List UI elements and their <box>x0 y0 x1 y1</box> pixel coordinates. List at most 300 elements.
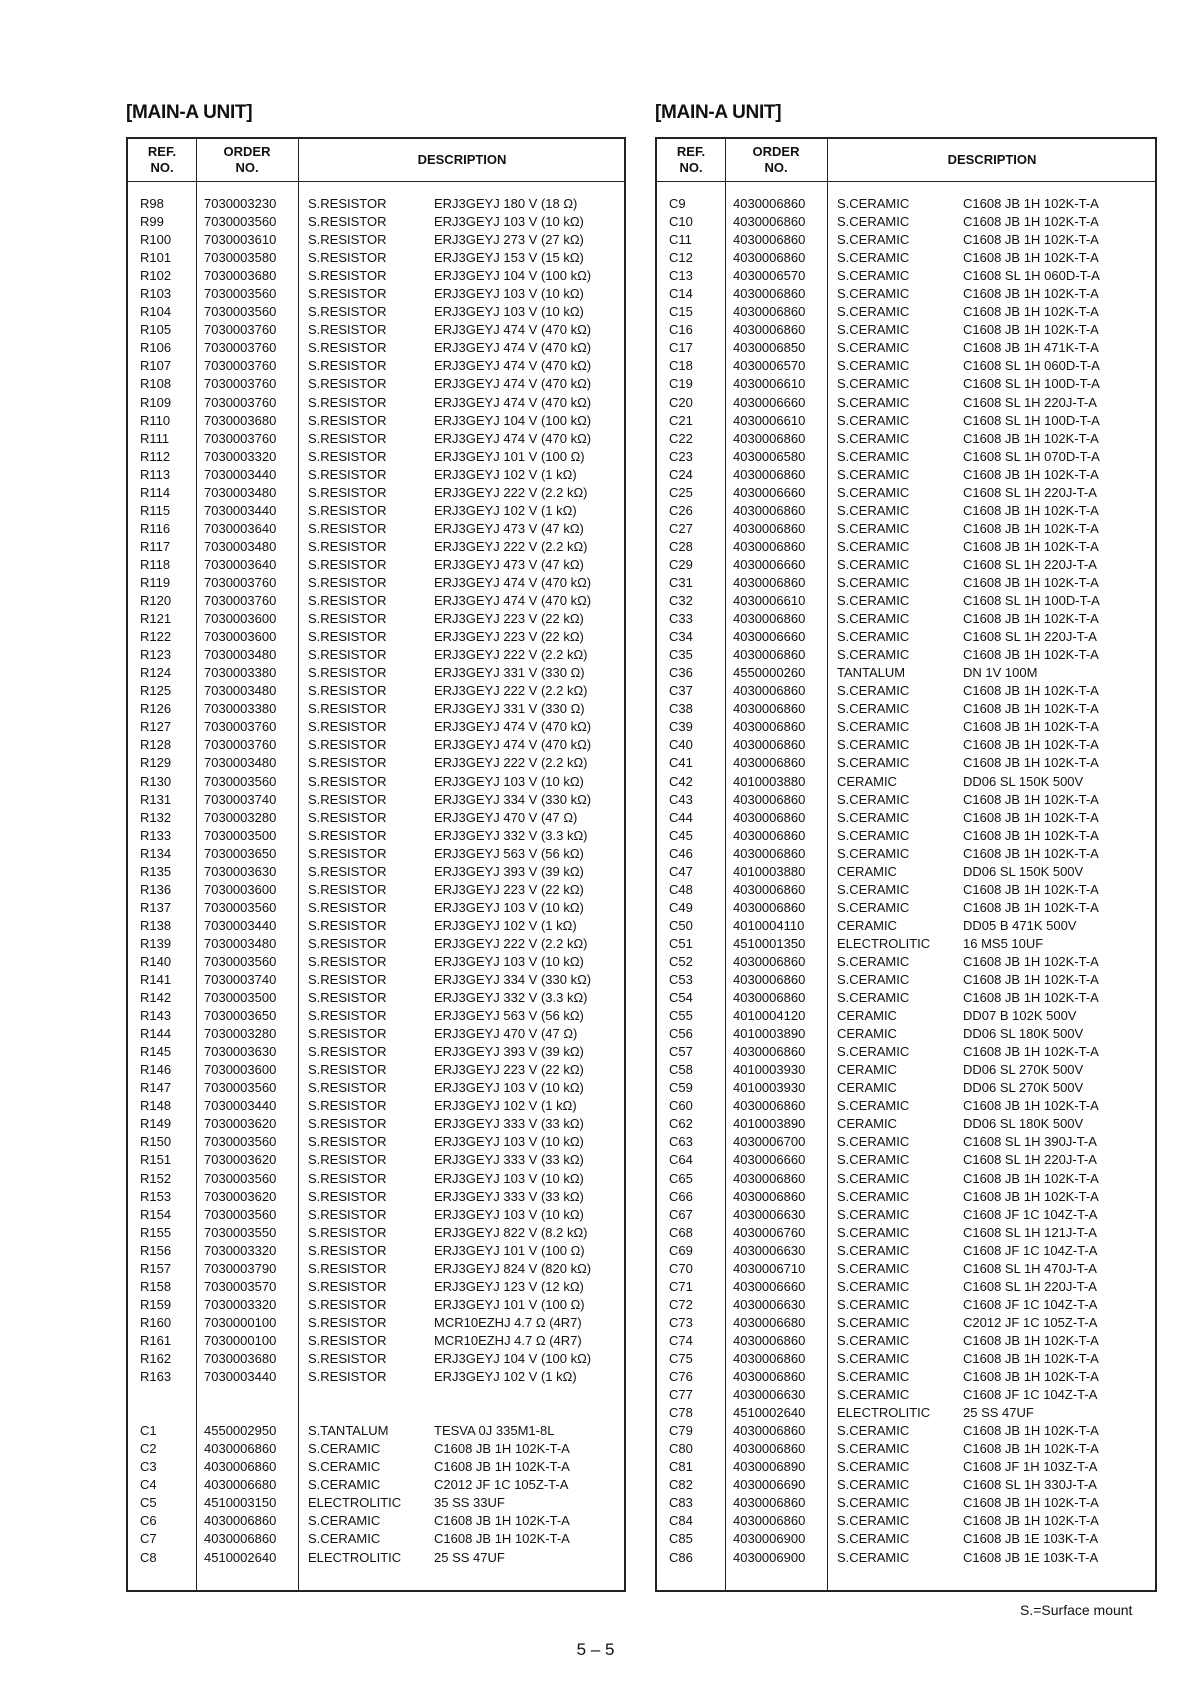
order-no: 4030006610 <box>733 376 806 392</box>
part-type: S.RESISTOR <box>308 250 387 266</box>
order-no: 4030006860 <box>733 809 806 825</box>
part-type: S.RESISTOR <box>308 863 387 879</box>
table-row <box>657 357 1155 375</box>
part-type: S.CERAMIC <box>837 1134 910 1150</box>
order-no: 7030003480 <box>204 484 277 500</box>
part-type: S.CERAMIC <box>837 1170 910 1186</box>
part-spec: ERJ3GEYJ 103 V (10 kΩ) <box>434 214 584 230</box>
table-row <box>128 664 624 682</box>
part-spec: ERJ3GEYJ 223 V (22 kΩ) <box>434 1062 584 1078</box>
part-spec: ERJ3GEYJ 331 V (330 Ω) <box>434 701 585 717</box>
part-type: S.RESISTOR <box>308 1206 387 1222</box>
part-spec: TESVA 0J 335M1-8L <box>434 1423 555 1439</box>
part-spec: C1608 JB 1H 102K-T-A <box>963 809 1099 825</box>
order-no: 7030003600 <box>204 1062 277 1078</box>
order-no: 4030006860 <box>204 1513 277 1529</box>
part-spec: C1608 JB 1H 102K-T-A <box>963 538 1099 554</box>
order-no: 4010003890 <box>733 1116 806 1132</box>
ref-no: C13 <box>669 268 693 284</box>
order-no: 4030006570 <box>733 358 806 374</box>
order-no: 4510001350 <box>733 935 806 951</box>
ref-no: C82 <box>669 1477 693 1493</box>
table-row <box>657 321 1155 339</box>
order-no: 4030006860 <box>733 286 806 302</box>
table-row <box>657 1549 1155 1567</box>
ref-no: C8 <box>140 1549 157 1565</box>
part-type: S.CERAMIC <box>837 1206 910 1222</box>
order-no: 7030003560 <box>204 304 277 320</box>
ref-no: C50 <box>669 917 693 933</box>
part-spec: C1608 SL 1H 220J-T-A <box>963 556 1097 572</box>
part-spec: ERJ3GEYJ 103 V (10 kΩ) <box>434 1206 584 1222</box>
ref-no: C79 <box>669 1423 693 1439</box>
ref-no: R132 <box>140 809 172 825</box>
order-no: 7030003580 <box>204 250 277 266</box>
part-type: S.CERAMIC <box>837 1441 910 1457</box>
table-row <box>128 538 624 556</box>
table-row <box>128 1115 624 1133</box>
part-type: S.CERAMIC <box>837 737 910 753</box>
table-row <box>128 412 624 430</box>
table-row <box>657 736 1155 754</box>
part-type: S.CERAMIC <box>837 322 910 338</box>
ref-no: R154 <box>140 1206 172 1222</box>
part-type: S.RESISTOR <box>308 935 387 951</box>
part-type: ELECTROLITIC <box>837 1405 931 1421</box>
ref-no: C27 <box>669 520 693 536</box>
part-type: S.CERAMIC <box>837 1260 910 1276</box>
part-spec: ERJ3GEYJ 102 V (1 kΩ) <box>434 1098 577 1114</box>
part-spec: C1608 JB 1H 102K-T-A <box>963 827 1099 843</box>
part-spec: ERJ3GEYJ 474 V (470 kΩ) <box>434 358 592 374</box>
table-row <box>657 1314 1155 1332</box>
table-row <box>128 1242 624 1260</box>
part-type: S.CERAMIC <box>837 809 910 825</box>
ref-no: R122 <box>140 629 172 645</box>
order-no: 7030003650 <box>204 1008 277 1024</box>
part-spec: C1608 JB 1H 102K-T-A <box>963 322 1099 338</box>
order-no: 7030003440 <box>204 466 277 482</box>
part-type: S.RESISTOR <box>308 1098 387 1114</box>
ref-no: C22 <box>669 430 693 446</box>
ref-no: R100 <box>140 232 172 248</box>
part-type: S.RESISTOR <box>308 340 387 356</box>
part-spec: C1608 JB 1H 102K-T-A <box>963 719 1099 735</box>
part-type: CERAMIC <box>837 917 897 933</box>
ref-no: R99 <box>140 214 164 230</box>
order-no: 4030006860 <box>733 845 806 861</box>
order-no: 7030003440 <box>204 917 277 933</box>
ref-no: C69 <box>669 1242 693 1258</box>
part-spec: ERJ3GEYJ 474 V (470 kΩ) <box>434 737 592 753</box>
table-row <box>128 628 624 646</box>
table-row <box>657 718 1155 736</box>
table-row <box>657 1386 1155 1404</box>
part-spec: MCR10EZHJ 4.7 Ω (4R7) <box>434 1332 582 1348</box>
table-row <box>657 845 1155 863</box>
table-row <box>128 1007 624 1025</box>
order-no: 7030003680 <box>204 412 277 428</box>
part-type: S.RESISTOR <box>308 232 387 248</box>
order-no: 4030006860 <box>733 304 806 320</box>
order-no: 4030006860 <box>204 1459 277 1475</box>
order-no: 7030003600 <box>204 611 277 627</box>
table-row <box>128 1368 624 1386</box>
order-no: 4030006860 <box>733 827 806 843</box>
part-spec: C1608 SL 1H 100D-T-A <box>963 376 1100 392</box>
ref-no: C16 <box>669 322 693 338</box>
part-spec: C1608 JB 1H 102K-T-A <box>963 1441 1099 1457</box>
table-row <box>657 592 1155 610</box>
part-type: S.RESISTOR <box>308 1351 387 1366</box>
part-spec: ERJ3GEYJ 102 V (1 kΩ) <box>434 502 577 518</box>
ref-no: C46 <box>669 845 693 861</box>
table-row <box>657 1115 1155 1133</box>
part-type: S.CERAMIC <box>837 556 910 572</box>
order-no: 4030006630 <box>733 1242 806 1258</box>
part-spec: ERJ3GEYJ 393 V (39 kΩ) <box>434 863 584 879</box>
ref-no: R126 <box>140 701 172 717</box>
part-type: S.RESISTOR <box>308 1332 387 1348</box>
part-spec: C1608 JB 1H 102K-T-A <box>963 574 1099 590</box>
part-spec: ERJ3GEYJ 331 V (330 Ω) <box>434 665 585 681</box>
part-spec: ERJ3GEYJ 223 V (22 kΩ) <box>434 611 584 627</box>
order-no: 4030006860 <box>733 520 806 536</box>
table-row <box>657 1512 1155 1530</box>
ref-no: C63 <box>669 1134 693 1150</box>
part-spec: ERJ3GEYJ 393 V (39 kΩ) <box>434 1044 584 1060</box>
order-no: 7030003570 <box>204 1278 277 1294</box>
part-spec: DD06 SL 180K 500V <box>963 1026 1084 1042</box>
table-row <box>657 989 1155 1007</box>
ref-no: C31 <box>669 574 693 590</box>
table-row <box>657 1188 1155 1206</box>
order-no: 7030003560 <box>204 773 277 789</box>
ref-no: R136 <box>140 881 172 897</box>
order-no: 7030003740 <box>204 791 277 807</box>
table-row <box>128 1512 624 1530</box>
ref-no: R111 <box>140 430 170 446</box>
ref-no: R131 <box>140 791 172 807</box>
part-spec: ERJ3GEYJ 563 V (56 kΩ) <box>434 845 584 861</box>
order-no: 7030003790 <box>204 1260 277 1276</box>
table-row <box>657 917 1155 935</box>
table-row <box>128 1025 624 1043</box>
order-no: 7030003320 <box>204 1296 277 1312</box>
ref-no: R119 <box>140 574 171 590</box>
order-no-header: ORDER NO. <box>752 144 800 175</box>
order-no: 7030003760 <box>204 737 277 753</box>
ref-no: C33 <box>669 611 693 627</box>
part-type: S.CERAMIC <box>837 1351 910 1366</box>
ref-no: C70 <box>669 1260 693 1276</box>
part-type: S.CERAMIC <box>837 250 910 266</box>
part-spec: ERJ3GEYJ 103 V (10 kΩ) <box>434 899 584 915</box>
order-no: 7030003440 <box>204 1369 277 1385</box>
part-type: S.RESISTOR <box>308 214 387 230</box>
ref-no: R118 <box>140 556 171 572</box>
part-type: S.CERAMIC <box>837 1296 910 1312</box>
table-row <box>657 827 1155 845</box>
table-row <box>128 736 624 754</box>
table-row <box>128 520 624 538</box>
part-type: S.CERAMIC <box>837 394 910 410</box>
ref-no: C53 <box>669 972 693 988</box>
part-spec: C1608 JB 1H 471K-T-A <box>963 340 1099 356</box>
order-no: 7030003760 <box>204 376 277 392</box>
ref-no: C1 <box>140 1423 157 1439</box>
table-row <box>657 682 1155 700</box>
part-spec: 25 SS 47UF <box>963 1405 1034 1421</box>
ref-no: C67 <box>669 1206 693 1222</box>
part-type: S.CERAMIC <box>837 719 910 735</box>
ref-no: R143 <box>140 1008 172 1024</box>
part-spec: C1608 SL 1H 220J-T-A <box>963 1152 1097 1168</box>
part-type: S.RESISTOR <box>308 647 387 663</box>
part-spec: C1608 JB 1H 102K-T-A <box>963 1332 1099 1348</box>
table-row <box>657 863 1155 881</box>
part-spec: ERJ3GEYJ 101 V (100 Ω) <box>434 1296 585 1312</box>
ref-no: C40 <box>669 737 693 753</box>
part-spec: C1608 JB 1H 102K-T-A <box>963 953 1099 969</box>
table-row <box>128 1350 624 1368</box>
part-type: S.CERAMIC <box>837 1423 910 1439</box>
order-no: 7030000100 <box>204 1314 277 1330</box>
order-no: 4030006630 <box>733 1387 806 1403</box>
right-unit-title: [MAIN-A UNIT] <box>655 102 782 123</box>
part-type: S.RESISTOR <box>308 972 387 988</box>
table-row <box>128 881 624 899</box>
table-row <box>128 357 624 375</box>
ref-no: R98 <box>140 196 164 211</box>
part-type: S.RESISTOR <box>308 593 387 609</box>
table-row <box>128 971 624 989</box>
part-type: S.RESISTOR <box>308 755 387 771</box>
ref-no: C41 <box>669 755 693 771</box>
order-no: 4030006660 <box>733 394 806 410</box>
order-no: 4030006710 <box>733 1260 806 1276</box>
part-type: S.CERAMIC <box>308 1513 381 1529</box>
table-row <box>657 791 1155 809</box>
table-row <box>128 1133 624 1151</box>
ref-no: C52 <box>669 953 693 969</box>
part-spec: C1608 JB 1H 102K-T-A <box>963 286 1099 302</box>
order-no: 7030003680 <box>204 1351 277 1366</box>
part-spec: C1608 JB 1H 102K-T-A <box>963 1170 1099 1186</box>
ref-no: R147 <box>140 1080 172 1096</box>
ref-no: C58 <box>669 1062 693 1078</box>
part-spec: ERJ3GEYJ 103 V (10 kΩ) <box>434 953 584 969</box>
part-type: S.CERAMIC <box>837 1513 910 1529</box>
part-type: S.RESISTOR <box>308 502 387 518</box>
part-type: S.RESISTOR <box>308 611 387 627</box>
ref-no: C78 <box>669 1405 693 1421</box>
order-no: 4010004120 <box>733 1008 806 1024</box>
ref-no: R108 <box>140 376 172 392</box>
part-spec: ERJ3GEYJ 123 V (12 kΩ) <box>434 1278 584 1294</box>
table-row <box>657 1494 1155 1512</box>
part-spec: C1608 JB 1H 102K-T-A <box>963 683 1099 699</box>
part-type: S.CERAMIC <box>308 1477 381 1493</box>
ref-no: R120 <box>140 593 172 609</box>
table-row <box>128 267 624 285</box>
table-row <box>657 1458 1155 1476</box>
ref-no: R140 <box>140 953 172 969</box>
order-no: 4030006660 <box>733 629 806 645</box>
part-spec: DD06 SL 180K 500V <box>963 1116 1084 1132</box>
part-type: S.RESISTOR <box>308 268 387 284</box>
part-spec: ERJ3GEYJ 101 V (100 Ω) <box>434 1242 585 1258</box>
table-row <box>657 899 1155 917</box>
left-parts-table <box>126 137 626 1592</box>
order-no: 4010003880 <box>733 773 806 789</box>
part-type: S.RESISTOR <box>308 990 387 1006</box>
order-no: 7030003560 <box>204 953 277 969</box>
table-row <box>657 628 1155 646</box>
part-spec: C1608 SL 1H 060D-T-A <box>963 268 1100 284</box>
order-no: 4030006860 <box>733 1351 806 1366</box>
table-row <box>128 1332 624 1350</box>
ref-no: R106 <box>140 340 172 356</box>
part-type: S.CERAMIC <box>837 953 910 969</box>
part-type: S.RESISTOR <box>308 1242 387 1258</box>
part-type: S.RESISTOR <box>308 1278 387 1294</box>
order-no: 7030003760 <box>204 719 277 735</box>
order-no: 4030006860 <box>733 466 806 482</box>
part-type: S.CERAMIC <box>837 574 910 590</box>
order-no: 7030003760 <box>204 340 277 356</box>
ref-no: R117 <box>140 538 171 554</box>
part-spec: ERJ3GEYJ 222 V (2.2 kΩ) <box>434 755 588 771</box>
ref-no: C2 <box>140 1441 157 1457</box>
table-row <box>128 917 624 935</box>
part-type: S.CERAMIC <box>308 1531 381 1547</box>
part-type: S.CERAMIC <box>837 827 910 843</box>
table-row <box>657 484 1155 502</box>
ref-no: C18 <box>669 358 693 374</box>
table-row <box>128 1458 624 1476</box>
part-spec: ERJ3GEYJ 180 V (18 Ω) <box>434 196 578 211</box>
part-spec: ERJ3GEYJ 332 V (3.3 kΩ) <box>434 827 588 843</box>
part-spec: ERJ3GEYJ 563 V (56 kΩ) <box>434 1008 584 1024</box>
table-row <box>128 1170 624 1188</box>
part-type: S.RESISTOR <box>308 1026 387 1042</box>
table-row <box>657 1260 1155 1278</box>
table-row <box>657 556 1155 574</box>
table-row <box>128 1079 624 1097</box>
part-spec: ERJ3GEYJ 474 V (470 kΩ) <box>434 394 592 410</box>
part-type: CERAMIC <box>837 1026 897 1042</box>
part-type: S.CERAMIC <box>837 484 910 500</box>
order-no: 7030003620 <box>204 1152 277 1168</box>
order-no: 7030003560 <box>204 1170 277 1186</box>
table-row <box>657 1440 1155 1458</box>
order-no: 4030006900 <box>733 1549 806 1565</box>
table-row <box>128 700 624 718</box>
table-row <box>657 754 1155 772</box>
part-spec: C1608 SL 1H 100D-T-A <box>963 593 1100 609</box>
ref-no: R160 <box>140 1314 172 1330</box>
part-spec: C1608 JB 1H 102K-T-A <box>434 1441 570 1457</box>
table-row <box>128 754 624 772</box>
table-row <box>128 1440 624 1458</box>
table-row <box>657 953 1155 971</box>
part-spec: DD05 B 471K 500V <box>963 917 1077 933</box>
order-no: 4030006900 <box>733 1531 806 1547</box>
part-type: S.RESISTOR <box>308 574 387 590</box>
table-row <box>128 1097 624 1115</box>
table-row <box>657 1476 1155 1494</box>
part-type: S.RESISTOR <box>308 773 387 789</box>
order-no: 7030003610 <box>204 232 277 248</box>
table-row <box>657 430 1155 448</box>
ref-no: R139 <box>140 935 172 951</box>
table-row <box>657 249 1155 267</box>
order-no: 4030006860 <box>733 791 806 807</box>
ref-no: R124 <box>140 665 172 681</box>
order-no: 4030006860 <box>733 196 806 211</box>
part-spec: ERJ3GEYJ 103 V (10 kΩ) <box>434 1080 584 1096</box>
part-type: S.RESISTOR <box>308 304 387 320</box>
table-row <box>128 1404 624 1422</box>
order-no: 7030003760 <box>204 574 277 590</box>
table-row <box>657 466 1155 484</box>
order-no: 7030003440 <box>204 1098 277 1114</box>
part-spec: ERJ3GEYJ 223 V (22 kΩ) <box>434 881 584 897</box>
order-no: 4030006860 <box>733 1369 806 1385</box>
part-type: S.RESISTOR <box>308 484 387 500</box>
table-row <box>657 1061 1155 1079</box>
order-no: 7030003320 <box>204 1242 277 1258</box>
part-type: S.RESISTOR <box>308 1152 387 1168</box>
ref-no: R142 <box>140 990 172 1006</box>
part-type: S.CERAMIC <box>837 286 910 302</box>
part-spec: C1608 SL 1H 220J-T-A <box>963 394 1097 410</box>
table-row <box>657 809 1155 827</box>
order-no: 7030003560 <box>204 899 277 915</box>
ref-no: C24 <box>669 466 693 482</box>
part-spec: C1608 JB 1H 102K-T-A <box>963 845 1099 861</box>
part-type: CERAMIC <box>837 1062 897 1078</box>
table-row <box>657 1079 1155 1097</box>
part-type: S.CERAMIC <box>837 358 910 374</box>
table-row <box>128 231 624 249</box>
table-row <box>657 1530 1155 1548</box>
ref-no: C65 <box>669 1170 693 1186</box>
part-type: S.CERAMIC <box>837 1387 910 1403</box>
part-spec: C1608 JB 1H 102K-T-A <box>963 611 1099 627</box>
order-no: 4550002950 <box>204 1423 277 1439</box>
order-no: 4550000260 <box>733 665 806 681</box>
part-spec: C1608 SL 1H 100D-T-A <box>963 412 1100 428</box>
part-type: S.CERAMIC <box>837 1369 910 1385</box>
table-row <box>128 339 624 357</box>
order-no: 4030006630 <box>733 1206 806 1222</box>
part-type: S.RESISTOR <box>308 412 387 428</box>
description-header: DESCRIPTION <box>417 152 507 167</box>
part-spec: C1608 JB 1H 102K-T-A <box>963 1423 1099 1439</box>
order-no: 4030006860 <box>733 1423 806 1439</box>
part-spec: C1608 JB 1H 102K-T-A <box>963 520 1099 536</box>
table-row <box>657 1224 1155 1242</box>
table-row <box>657 1097 1155 1115</box>
ref-no: C38 <box>669 701 693 717</box>
order-no: 4030006570 <box>733 268 806 284</box>
table-row <box>657 448 1155 466</box>
part-type: S.CERAMIC <box>837 376 910 392</box>
order-no: 4030006860 <box>733 250 806 266</box>
order-no: 4030006760 <box>733 1224 806 1240</box>
